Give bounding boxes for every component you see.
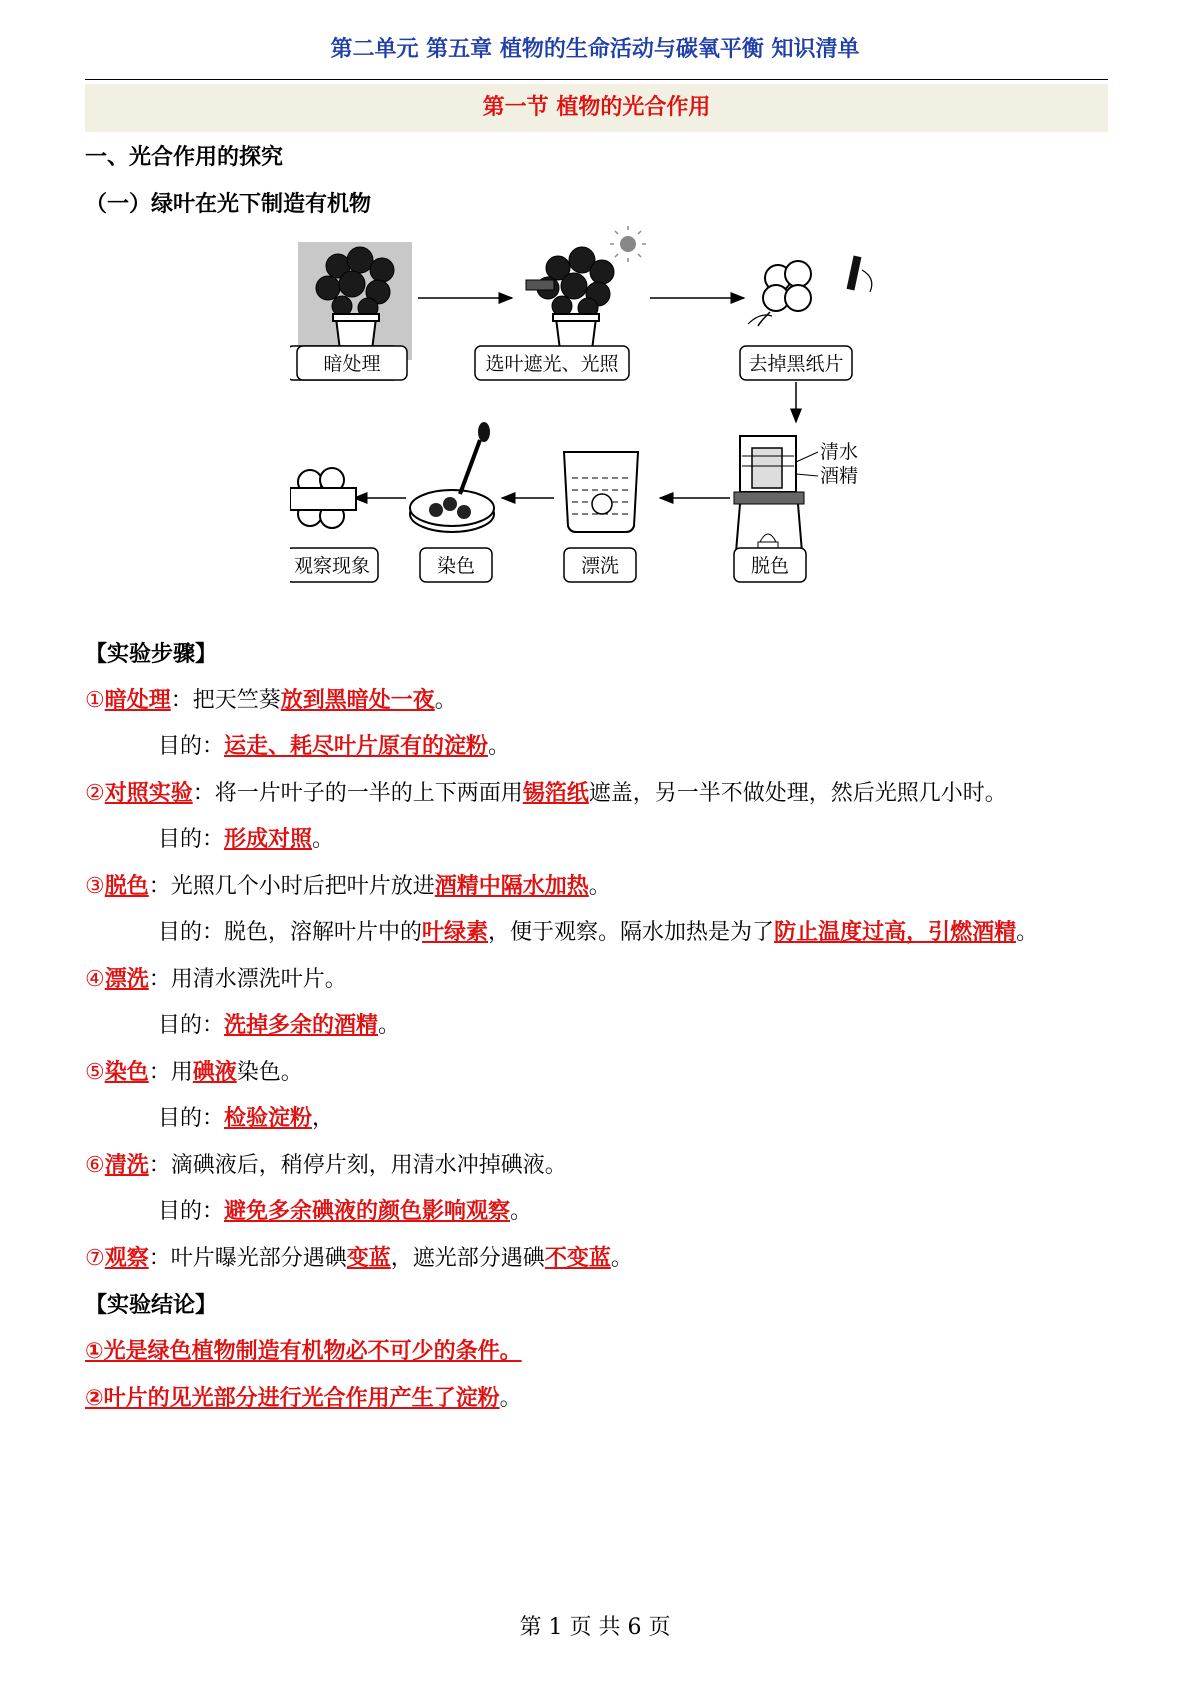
step-1 <box>85 686 457 716</box>
step-3-colon: ： <box>148 874 171 899</box>
step-1-end: 。 <box>434 688 457 713</box>
purpose-label: 目的： <box>158 1199 225 1224</box>
purpose-key: 检验淀粉 <box>224 1106 313 1131</box>
flow-label-dark-text: 暗处理 <box>323 353 381 375</box>
purpose-end: 。 <box>378 1013 401 1038</box>
flow-label-rinse-text: 漂洗 <box>580 555 620 577</box>
decolor-apparatus-image <box>734 436 858 554</box>
purpose-end: 。 <box>488 734 511 759</box>
page-header-title: 第二单元 第五章 植物的生命活动与碳氧平衡 知识清单 <box>330 37 860 62</box>
step-2-key: 对照实验 <box>104 781 193 806</box>
step-7-key2: 变蓝 <box>346 1246 391 1271</box>
step-5-colon: ： <box>148 1060 171 1085</box>
flow-label-stain-text: 染色 <box>436 555 476 577</box>
flow-label-decolor <box>734 548 806 582</box>
flow-label-shade <box>475 346 629 380</box>
rinse-beaker-image <box>564 452 638 532</box>
step-5-number: ⑤ <box>85 1060 105 1085</box>
step-4-number: ④ <box>85 967 105 992</box>
flow-label-decolor-text: 脱色 <box>750 555 790 577</box>
step-7-colon: ： <box>148 1246 171 1271</box>
flow-label-stain <box>420 548 492 582</box>
step-7-end: 。 <box>610 1246 633 1271</box>
page-footer: 第 1 页 共 6 页 <box>519 1615 671 1640</box>
flow-label-shade-text: 选叶遮光、光照 <box>485 353 619 375</box>
step-7-key: 观察 <box>104 1246 149 1271</box>
purpose-mid: ，便于观察。隔水加热是为了 <box>488 920 775 945</box>
water-label: 清水 <box>820 441 859 463</box>
step-4-purpose <box>158 1011 400 1041</box>
purpose-key: 叶绿素 <box>422 920 489 945</box>
plant-dark-treatment-image <box>298 242 412 360</box>
step-1-number: ① <box>85 688 105 713</box>
observe-leaf-image <box>290 468 356 528</box>
step-5-end: 染色。 <box>236 1060 303 1085</box>
step-5 <box>85 1058 303 1088</box>
remove-paper-image <box>748 256 872 326</box>
step-6 <box>85 1151 567 1181</box>
header-divider <box>85 79 1108 80</box>
conclusion-title: 【实验结论】 <box>85 1293 218 1318</box>
step-2-colon: ： <box>192 781 215 806</box>
step-2-purpose <box>158 825 334 855</box>
step-6-colon: ： <box>148 1153 171 1178</box>
heading-level-1: 一、光合作用的探究 <box>85 145 284 170</box>
step-5-key: 染色 <box>104 1060 149 1085</box>
flow-label-rinse <box>564 548 636 582</box>
purpose-end: 。 <box>510 1199 533 1224</box>
purpose-end: 。 <box>312 827 335 852</box>
flow-label-observe-text: 观察现象 <box>293 555 371 577</box>
step-4-key: 漂洗 <box>104 967 149 992</box>
purpose-key: 形成对照 <box>224 827 313 852</box>
step-1-key: 暗处理 <box>104 688 171 713</box>
purpose-text: 脱色，溶解叶片中的 <box>224 920 423 945</box>
purpose-key2: 防止温度过高，引燃酒精 <box>774 920 1017 945</box>
experiment-flow-diagram <box>290 226 910 626</box>
conclusion-1-text: ①光是绿色植物制造有机物必不可少的条件。 <box>85 1339 522 1364</box>
purpose-label: 目的： <box>158 827 225 852</box>
step-2-number: ② <box>85 781 105 806</box>
flow-label-remove-paper <box>740 346 852 380</box>
step-7-key3: 不变蓝 <box>544 1246 611 1271</box>
purpose-key: 洗掉多余的酒精 <box>224 1013 379 1038</box>
step-5-key2: 碘液 <box>192 1060 237 1085</box>
alcohol-label: 酒精 <box>820 465 859 487</box>
purpose-label: 目的： <box>158 1013 225 1038</box>
purpose-end: 。 <box>1016 920 1039 945</box>
conclusion-2-end: 。 <box>499 1386 522 1411</box>
step-7-text: 叶片曝光部分遇碘 <box>170 1246 347 1271</box>
step-3-purpose <box>158 918 1038 948</box>
steps-title: 【实验步骤】 <box>85 642 218 667</box>
step-1-purpose <box>158 732 510 762</box>
step-3-text: 光照几个小时后把叶片放进 <box>170 874 435 899</box>
step-1-colon: ： <box>170 688 193 713</box>
purpose-label: 目的： <box>158 920 225 945</box>
flow-label-observe <box>290 548 378 582</box>
staining-dish-image <box>410 422 494 532</box>
purpose-label: 目的： <box>158 1106 225 1131</box>
step-6-purpose <box>158 1197 532 1227</box>
step-1-key2: 放到黑暗处一夜 <box>280 688 435 713</box>
plant-shade-light-image <box>526 226 646 350</box>
purpose-end: ， <box>312 1106 335 1131</box>
sun-icon <box>610 226 646 262</box>
step-7-mid: ，遮光部分遇碘 <box>390 1246 545 1271</box>
purpose-label: 目的： <box>158 734 225 759</box>
step-5-purpose <box>158 1104 334 1134</box>
purpose-key: 运走、耗尽叶片原有的淀粉 <box>224 734 489 759</box>
purpose-key: 避免多余碘液的颜色影响观察 <box>224 1199 511 1224</box>
flow-label-dark <box>297 346 407 380</box>
step-6-key: 清洗 <box>104 1153 149 1178</box>
step-3-end: 。 <box>588 874 611 899</box>
step-4 <box>85 965 347 995</box>
step-2 <box>85 779 1007 809</box>
step-3-key: 脱色 <box>104 874 149 899</box>
step-4-text: 用清水漂洗叶片。 <box>170 967 347 992</box>
conclusion-2 <box>85 1384 522 1414</box>
conclusion-2-text: ②叶片的见光部分进行光合作用产生了淀粉 <box>85 1386 500 1411</box>
step-1-text: 把天竺葵 <box>192 688 281 713</box>
section-title: 第一节 植物的光合作用 <box>85 84 1108 132</box>
conclusion-1 <box>85 1337 522 1367</box>
flow-label-remove-paper-text: 去掉黑纸片 <box>748 353 844 375</box>
step-5-text: 用 <box>170 1060 193 1085</box>
step-3-key2: 酒精中隔水加热 <box>434 874 589 899</box>
step-7-number: ⑦ <box>85 1246 105 1271</box>
step-6-text: 滴碘液后，稍停片刻，用清水冲掉碘液。 <box>170 1153 567 1178</box>
step-2-end: 遮盖，另一半不做处理，然后光照几小时。 <box>588 781 1007 806</box>
step-2-text: 将一片叶子的一半的上下两面用 <box>214 781 523 806</box>
step-7 <box>85 1244 633 1274</box>
step-6-number: ⑥ <box>85 1153 105 1178</box>
heading-level-2: （一）绿叶在光下制造有机物 <box>85 192 372 217</box>
step-3-number: ③ <box>85 874 105 899</box>
step-3 <box>85 872 611 902</box>
step-2-key2: 锡箔纸 <box>522 781 589 806</box>
step-4-colon: ： <box>148 967 171 992</box>
